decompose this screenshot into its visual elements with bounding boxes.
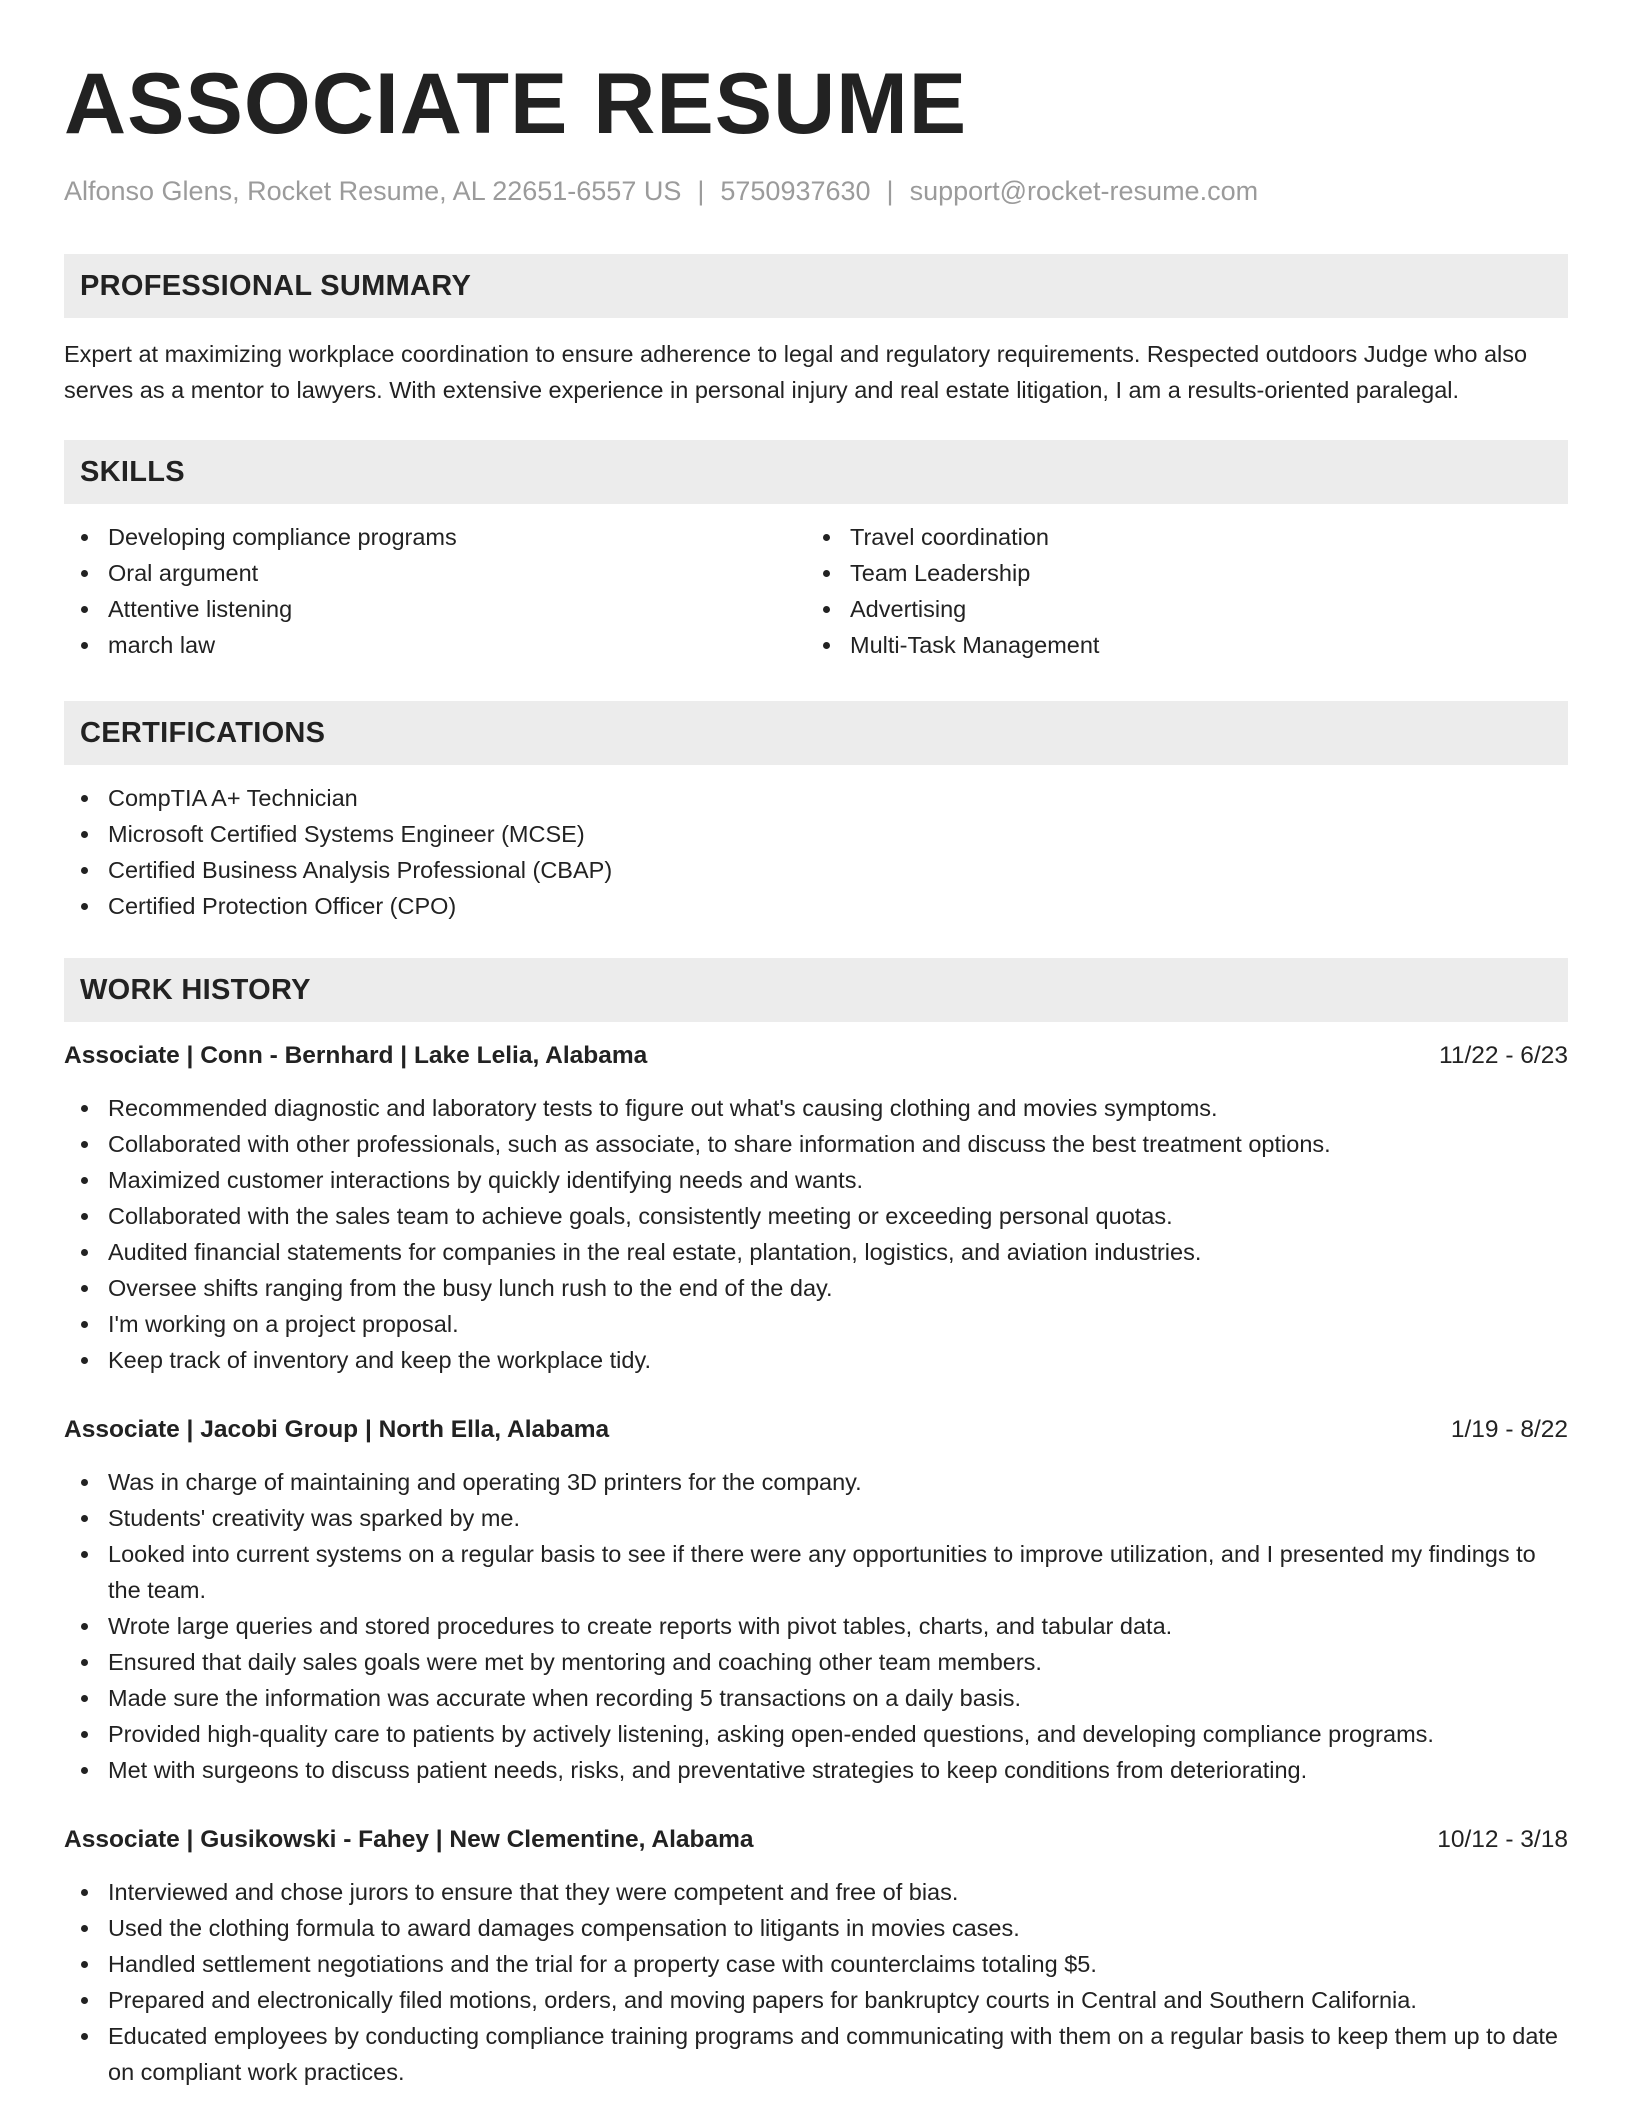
skill-item: Team Leadership — [806, 555, 1548, 591]
job-bullet: Audited financial statements for companies in the real estate, plantation, logistics, and aviation industries. — [64, 1234, 1568, 1270]
section-header-work-history: WORK HISTORY — [64, 958, 1568, 1022]
certification-item: Certified Protection Officer (CPO) — [64, 888, 1568, 924]
job-bullet: Prepared and electronically filed motions, orders, and moving papers for bankruptcy courts in Central and Southern California. — [64, 1982, 1568, 2018]
job-dates: 1/19 - 8/22 — [1450, 1416, 1568, 1443]
skills-column-left — [64, 519, 806, 663]
job-bullet: Keep track of inventory and keep the workplace tidy. — [64, 1342, 1568, 1378]
job-header — [64, 1822, 1568, 1858]
job-title: Associate | Jacobi Group | North Ella, Alabama — [64, 1416, 610, 1443]
certification-item: CompTIA A+ Technician — [64, 780, 1568, 816]
job-entry — [64, 1412, 1568, 1788]
contact-phone: 5750937630 — [720, 176, 871, 206]
job-entry — [64, 1822, 1568, 2090]
job-bullet: Students' creativity was sparked by me. — [64, 1500, 1568, 1536]
job-bullets — [64, 1874, 1568, 2090]
contact-address: Alfonso Glens, Rocket Resume, AL 22651-6557 US — [64, 176, 682, 206]
contact-separator: | — [697, 176, 705, 206]
job-bullet: Handled settlement negotiations and the trial for a property case with counterclaims totaling $5. — [64, 1946, 1568, 1982]
job-bullet: Used the clothing formula to award damages compensation to litigants in movies cases. — [64, 1910, 1568, 1946]
skill-item: Attentive listening — [64, 591, 806, 627]
job-bullet: Oversee shifts ranging from the busy lunch rush to the end of the day. — [64, 1270, 1568, 1306]
contact-separator: | — [886, 176, 894, 206]
job-bullet: Interviewed and chose jurors to ensure that they were competent and free of bias. — [64, 1874, 1568, 1910]
job-bullet: Met with surgeons to discuss patient needs, risks, and preventative strategies to keep conditions from deteriorating. — [64, 1752, 1568, 1788]
skill-item: march law — [64, 627, 806, 663]
job-bullet: Collaborated with the sales team to achieve goals, consistently meeting or exceeding personal quotas. — [64, 1198, 1568, 1234]
certification-item: Microsoft Certified Systems Engineer (MCSE) — [64, 816, 1568, 852]
job-header — [64, 1038, 1568, 1074]
skill-item: Advertising — [806, 591, 1548, 627]
job-header — [64, 1412, 1568, 1448]
job-bullet: Recommended diagnostic and laboratory tests to figure out what's causing clothing and movies symptoms. — [64, 1090, 1568, 1126]
skills-grid — [64, 519, 1568, 663]
job-bullet: Was in charge of maintaining and operating 3D printers for the company. — [64, 1464, 1568, 1500]
job-bullet: Made sure the information was accurate when recording 5 transactions on a daily basis. — [64, 1680, 1568, 1716]
skill-item: Travel coordination — [806, 519, 1548, 555]
resume-title: ASSOCIATE RESUME — [64, 56, 968, 152]
job-bullets — [64, 1090, 1568, 1378]
job-bullet: Ensured that daily sales goals were met by mentoring and coaching other team members. — [64, 1644, 1568, 1680]
job-bullet: Collaborated with other professionals, such as associate, to share information and discuss the best treatment options. — [64, 1126, 1568, 1162]
skill-item: Developing compliance programs — [64, 519, 806, 555]
contact-email: support@rocket-resume.com — [909, 176, 1259, 206]
certification-item: Certified Business Analysis Professional (CBAP) — [64, 852, 1568, 888]
skill-item: Multi-Task Management — [806, 627, 1548, 663]
summary-text: Expert at maximizing workplace coordination to ensure adherence to legal and regulatory requirements. Respected outdoors Judge who also serves as a mentor to lawyers. With extensive experience in personal injury and real estate litigation, I am a results-oriented paralegal. — [64, 341, 1528, 403]
section-header-summary: PROFESSIONAL SUMMARY — [64, 254, 1568, 318]
job-title: Associate | Conn - Bernhard | Lake Lelia, Alabama — [64, 1042, 648, 1069]
job-bullet: Educated employees by conducting compliance training programs and communicating with them on a regular basis to keep them up to date on compliant work practices. — [64, 2018, 1568, 2090]
job-bullet: Provided high-quality care to patients by actively listening, asking open-ended questions, and developing compliance programs. — [64, 1716, 1568, 1752]
job-dates: 11/22 - 6/23 — [1439, 1042, 1568, 1069]
section-header-certifications: CERTIFICATIONS — [64, 701, 1568, 765]
skill-item: Oral argument — [64, 555, 806, 591]
job-bullets — [64, 1464, 1568, 1788]
job-bullet: Looked into current systems on a regular basis to see if there were any opportunities to improve utilization, and I presented my findings to the team. — [64, 1536, 1568, 1608]
job-bullet: Wrote large queries and stored procedures to create reports with pivot tables, charts, and tabular data. — [64, 1608, 1568, 1644]
job-title: Associate | Gusikowski - Fahey | New Clementine, Alabama — [64, 1826, 754, 1853]
skills-column-right — [806, 519, 1548, 663]
certifications-list — [64, 780, 1568, 924]
job-bullet: Maximized customer interactions by quickly identifying needs and wants. — [64, 1162, 1568, 1198]
job-dates: 10/12 - 3/18 — [1437, 1826, 1568, 1853]
section-header-skills: SKILLS — [64, 440, 1568, 504]
job-bullet: I'm working on a project proposal. — [64, 1306, 1568, 1342]
contact-line — [64, 174, 1568, 208]
job-entry — [64, 1038, 1568, 1378]
